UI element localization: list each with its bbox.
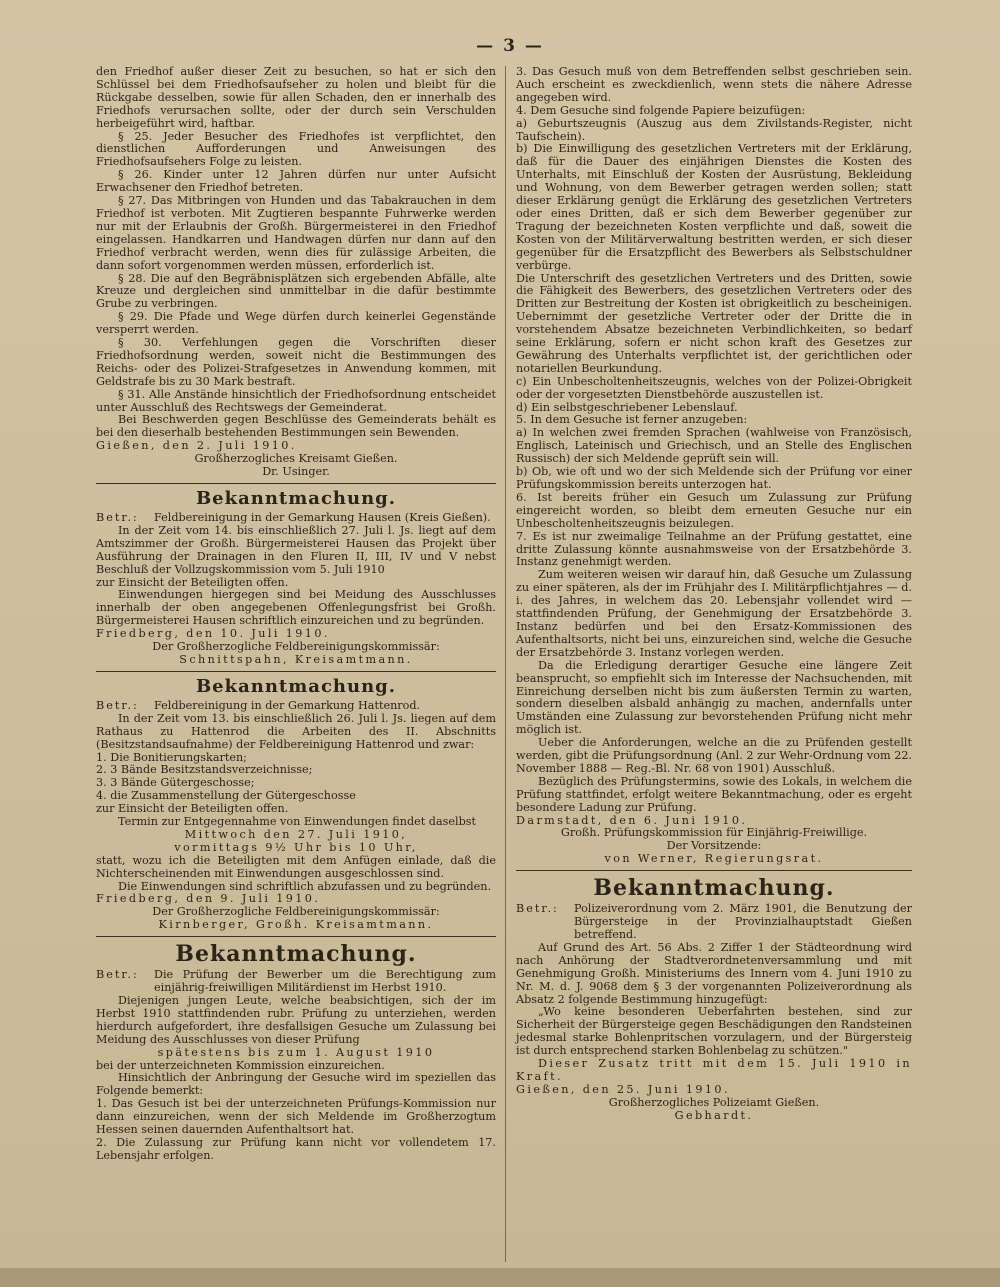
list-item: 3. 3 Bände Gütergeschosse; [96,776,255,790]
date-line: Friedberg, den 9. Juli 1910. [96,892,321,906]
list-item: 6. Ist bereits früher ein Gesuch um Zulassung zur Prüfung eingereicht worden, so bleibt dem erneuten Gesuche nur ein Unbescholtenheitszeugnis beizulegen. [516,490,912,530]
authority-line: Großherzogliches Kreisamt Gießen. [194,452,398,466]
authority-line: Der Vorsitzende: [666,839,762,853]
list-item: 2. 3 Bände Besitzstandsverzeichnisse; [96,763,313,777]
signature: von Werner, Regierungsrat. [604,852,824,866]
paragraph-30: § 30. Verfehlungen gegen die Vorschriften dieser Friedhofsordnung werden, soweit nicht die Bestimmungen des Reichs- oder des Polizei-Strafgesetzes in Anwendung kommen, mit Geldstrafe bis zu 30 Mark bestraft. [96,336,496,388]
notice-heading: Bekanntmachung. [195,488,397,509]
paragraph: Die Einwendungen sind schriftlich abzufassen und zu begründen. [118,879,492,893]
section-rule [96,936,496,937]
paragraph: Auf Grund des Art. 56 Abs. 2 Ziffer 1 der Städteordnung wird nach Anhörung der Stadtverordnetenversammlung und mit Genehmigung Großh. Ministeriums des Innern vom 4. Juni 1910 zu Nr. M. d. J. 9068 dem § 3 der vorgenannten Polizeiverordnung als Absatz 2 folgende Bestimmung hinzugefügt: [516,940,912,1006]
list-item: 3. Das Gesuch muß von dem Betreffenden selbst geschrieben sein. Auch erscheint es zweckdienlich, wenn stets die nähere Adresse angegeben wird. [516,65,912,104]
date-line: Darmstadt, den 6. Juni 1910. [516,813,748,827]
paragraph: Da die Erledigung derartiger Gesuche eine längere Zeit beansprucht, so empfiehlt sich im Interesse der Nachsuchenden, mit Einreichung derselben nicht bis zum äußersten Termin zu warten, sondern dieselben alsbald anhängig zu machen, andernfalls unter Umständen eine Zulassung zur bevorstehenden Prüfung nicht mehr möglich ist. [516,658,912,737]
paragraph: den Friedhof außer dieser Zeit zu besuchen, so hat er sich den Schlüssel bei dem Friedhofsaufseher zu holen und bleibt für die Rückgabe desselben, sowie für allen Schaden, den er innerhalb des Friedhofs verursachen sollte, oder der durch sein Verschulden herbeigeführt wird, haftbar. [96,65,496,130]
date-line: Gießen, den 2. Juli 1910. [96,439,297,453]
paragraph: Termin zur Entgegennahme von Einwendungen findet daselbst [118,815,476,829]
paragraph-28: § 28. Die auf den Begräbnisplätzen sich ergebenden Abfälle, alte Kreuze und dergleichen sind unmittelbar in die dafür bestimmte Grube zu verbringen. [96,271,496,311]
paragraph: zur Einsicht der Beteiligten offen. [96,802,289,816]
page-number: — 3 — [476,36,544,56]
list-subitem: c) Ein Unbescholtenheitszeugnis, welches von der Polizei-Obrigkeit oder der vorgesetzten Dienstbehörde auszustellen ist. [516,374,912,401]
paragraph: Bei Beschwerden gegen Beschlüsse des Gemeinderats behält es bei den dieserhalb bestehenden Bestimmungen sein Bewenden. [96,413,496,440]
subject-line [96,969,496,995]
authority-line: Der Großherzogliche Feldbereinigungskommissär: [152,905,440,919]
paragraph: In der Zeit vom 13. bis einschließlich 26. Juli l. Js. liegen auf dem Rathaus zu Hattenrod die Arbeiten des II. Abschnitts (Besitzstandsaufnahme) der Feldbereinigung Hattenrod und zwar: [96,711,496,751]
section-rule [96,671,496,672]
subject-label: Betr.: [96,698,139,712]
right-column [516,66,912,1123]
paragraph: Hinsichtlich der Anbringung der Gesuche wird im speziellen das Folgende bemerkt: [96,1071,496,1098]
date-line: Gießen, den 25. Juni 1910. [516,1082,730,1096]
paragraph-29: § 29. Die Pfade und Wege dürfen durch keinerlei Gegenstände versperrt werden. [96,310,496,337]
subject-label: Betr.: [516,902,559,916]
notice-heading: Bekanntmachung. [593,875,835,902]
list-subitem: d) Ein selbstgeschriebener Lebenslauf. [516,400,738,414]
section-rule [96,483,496,484]
paragraph-27: § 27. Das Mitbringen von Hunden und das Tabakrauchen in dem Friedhof ist verboten. Mit Zugtieren bespannte Fuhrwerke werden nur mit der Erlaubnis der Großh. Bürgermeisterei in den Friedhof eingelassen. Handkarren und Handwagen dürfen nur dann auf den Friedhof verbracht werden, wenn dies für zulässige Arbeiten, die dann sofort vorgenommen werden müssen, erforderlich ist. [96,194,496,272]
date-emphasis: Mittwoch den 27. Juli 1910, [184,827,408,841]
paragraph: statt, wozu ich die Beteiligten mit dem Anfügen einlade, daß die Nichterscheinenden mit Einwendungen ausgeschlossen sind. [96,853,496,880]
subject-text: Polizeiverordnung vom 2. März 1901, die Benutzung der Bürgersteige in der Provinzialhauptstadt Gießen betreffend. [574,902,912,941]
left-column [96,66,496,1163]
subject-line [96,700,496,713]
paragraph: Ueber die Anforderungen, welche an die zu Prüfenden gestellt werden, gibt die Prüfungsordnung (Anl. 2 zur Wehr-Ordnung vom 22. November 1888 — Reg.-Bl. Nr. 68 von 1901) Ausschluß. [516,736,912,775]
authority-line: Großh. Prüfungskommission für Einjährig-Freiwillige. [560,826,868,840]
paragraph-25: § 25. Jeder Besucher des Friedhofes ist verpflichtet, den dienstlichen Aufforderungen und Anweisungen des Friedhofsaufsehers Folge zu leisten. [96,129,496,169]
paragraph: bei der unterzeichneten Kommission einzureichen. [96,1058,385,1072]
subject-label: Betr.: [96,968,139,982]
subject-text: Feldbereinigung in der Gemarkung Hattenrod. [154,698,421,712]
paragraph-26: § 26. Kinder unter 12 Jahren dürfen nur unter Aufsicht Erwachsener den Friedhof betreten. [96,168,496,195]
list-subitem: b) Ob, wie oft und wo der sich Meldende sich der Prüfung vor einer Prüfungskommission bereits unterzogen hat. [516,465,912,491]
subject-line [516,903,912,942]
list-item: 5. In dem Gesuche ist ferner anzugeben: [516,413,748,427]
section-rule [516,870,912,871]
paragraph-31: § 31. Alle Anstände hinsichtlich der Friedhofsordnung entscheidet unter Ausschluß des Rechtswegs der Gemeinderat. [96,387,496,414]
list-item: 1. Das Gesuch ist bei der unterzeichneten Prüfungs-Kommission nur dann einzureichen, wenn der sich Meldende im Großherzogtum Hessen seinen dauernden Aufenthaltsort hat. [96,1097,496,1137]
signature: Gebhardt. [674,1108,754,1122]
subject-text: Die Prüfung der Bewerber um die Berechtigung zum einjährig-freiwilligen Militärdienst im Herbst 1910. [154,968,496,995]
paragraph: In der Zeit vom 14. bis einschließlich 27. Juli l. Js. liegt auf dem Amtszimmer der Großh. Bürgermeisterei Hausen das Projekt über Ausführung der Drainagen in den Fluren II, III, IV und V nebst Beschluß der Vollzugskommission vom 5. Juli 1910 [96,523,496,576]
quoted-provision: „Wo keine besonderen Ueberfahrten bestehen, sind zur Sicherheit der Bürgersteige gegen Beschädigungen den Randsteinen jedesmal starke Bohlenpritschen vorzulagern, und der Bürgersteig ist durch entsprechend starken Bohlenbelag zu schützen." [516,1005,912,1058]
list-subitem: a) In welchen zwei fremden Sprachen (wahlweise von Französisch, Englisch, Lateinisch und Griechisch, und an Stelle des Englischen Russisch) der sich Meldende geprüft sein will. [516,426,912,466]
paragraph: Diejenigen jungen Leute, welche beabsichtigen, sich der im Herbst 1910 stattfindenden rubr. Prüfung zu unterziehen, werden hierdurch aufgefordert, ihre desfallsigen Gesuche um Zulassung bei Meidung des Ausschlusses von dieser Prüfung [96,994,496,1046]
page-bottom-edge [0,1268,1000,1287]
list-item: 7. Es ist nur zweimalige Teilnahme an der Prüfung gestattet, eine dritte Zulassung könnte ausnahmsweise von der Ersatzbehörde 3. Instanz genehmigt werden. [516,529,912,569]
list-item: 1. Die Bonitierungskarten; [96,750,247,764]
paragraph: Dieser Zusatz tritt mit dem 15. Juli 1910 in Kraft. [516,1057,912,1083]
authority-line: Der Großherzogliche Feldbereinigungskommissär: [152,640,440,654]
authority-line: Großherzogliches Polizeiamt Gießen. [608,1095,820,1109]
notice-heading: Bekanntmachung. [175,941,417,968]
list-item: 4. Dem Gesuche sind folgende Papiere beizufügen: [516,103,806,117]
date-line: Friedberg, den 10. Juli 1910. [96,627,330,641]
signature: Schnittspahn, Kreisamtmann. [179,652,413,666]
list-subitem: a) Geburtszeugnis (Auszug aus dem Zivilstands-Register, nicht Taufschein). [516,116,912,143]
deadline-emphasis: spätestens bis zum 1. August 1910 [157,1045,435,1059]
list-item: 2. Die Zulassung zur Prüfung kann nicht vor vollendetem 17. Lebensjahr erfolgen. [96,1135,496,1162]
paragraph: Einwendungen hiergegen sind bei Meidung des Ausschlusses innerhalb der oben angegebenen Offenlegungsfrist bei Großh. Bürgermeisterei Hausen schriftlich einzureichen und zu begründen. [96,588,496,628]
paragraph: Die Unterschrift des gesetzlichen Vertreters und des Dritten, sowie die Fähigkeit des Bewerbers, des gesetzlichen Vertreters oder des Dritten zur Bestreitung der Kosten ist obrigkeitlich zu bescheinigen. Uebernimmt der gesetzliche Vertreter oder der Dritte die in vorstehendem Absatze bezeichneten Verbindlichkeiten, so bedarf seine Erklärung, sofern er nicht schon kraft des Gesetzes zur Gewährung des Unterhalts verpflichtet ist, der gerichtlichen oder notariellen Beurkundung. [516,271,912,375]
notice-heading: Bekanntmachung. [195,675,397,697]
time-emphasis: vormittags 9½ Uhr bis 10 Uhr, [174,840,418,854]
list-subitem: b) Die Einwilligung des gesetzlichen Vertreters mit der Erklärung, daß für die Dauer des einjährigen Dienstes die Kosten des Unterhalts, mit Einschluß der Kosten der Ausrüstung, Bekleidung und Wohnung, von dem Bewerber getragen werden sollen; statt dieser Erklärung genügt die Erklärung des gesetzlichen Vertreters oder eines Dritten, daß er sich dem Bewerber gegenüber zur Tragung der bezeichneten Kosten verpflichte und daß, soweit die Kosten von der Militärverwaltung bestritten werden, er sich dieser gegenüber für die Ersatzpflicht des Bewerbers als Selbstschuldner verbürge. [516,142,912,272]
subject-text: Feldbereinigung in der Gemarkung Hausen (Kreis Gießen). [154,511,491,524]
subject-label: Betr.: [96,511,139,524]
column-divider [505,66,506,1262]
list-item: 4. die Zusammenstellung der Gütergeschosse [96,789,356,803]
paragraph: zur Einsicht der Beteiligten offen. [96,575,289,589]
subject-line [96,512,496,525]
signature: Dr. Usinger. [262,465,330,479]
paragraph: Zum weiteren weisen wir darauf hin, daß Gesuche um Zulassung zu einer späteren, als der im Frühjahr des I. Militärpflichtjahres — d. i. des Jahres, in welchem das 20. Lebensjahr vollendet wird — stattfindenden Prüfung, der Genehmigung der Ersatzbehörde 3. Instanz bedürfen und bei den Ersatz-Kommissionen des Aufenthaltsorts, nicht bei uns, einzureichen sind, welche die Gesuche der Ersatzbehörde 3. Instanz vorlegen werden. [516,568,912,659]
signature: Kirnberger, Großh. Kreisamtmann. [158,918,434,932]
paragraph: Bezüglich des Prüfungstermins, sowie des Lokals, in welchem die Prüfung stattfindet, erfolgt weitere Bekanntmachung, oder es ergeht besondere Ladung zur Prüfung. [516,774,912,814]
